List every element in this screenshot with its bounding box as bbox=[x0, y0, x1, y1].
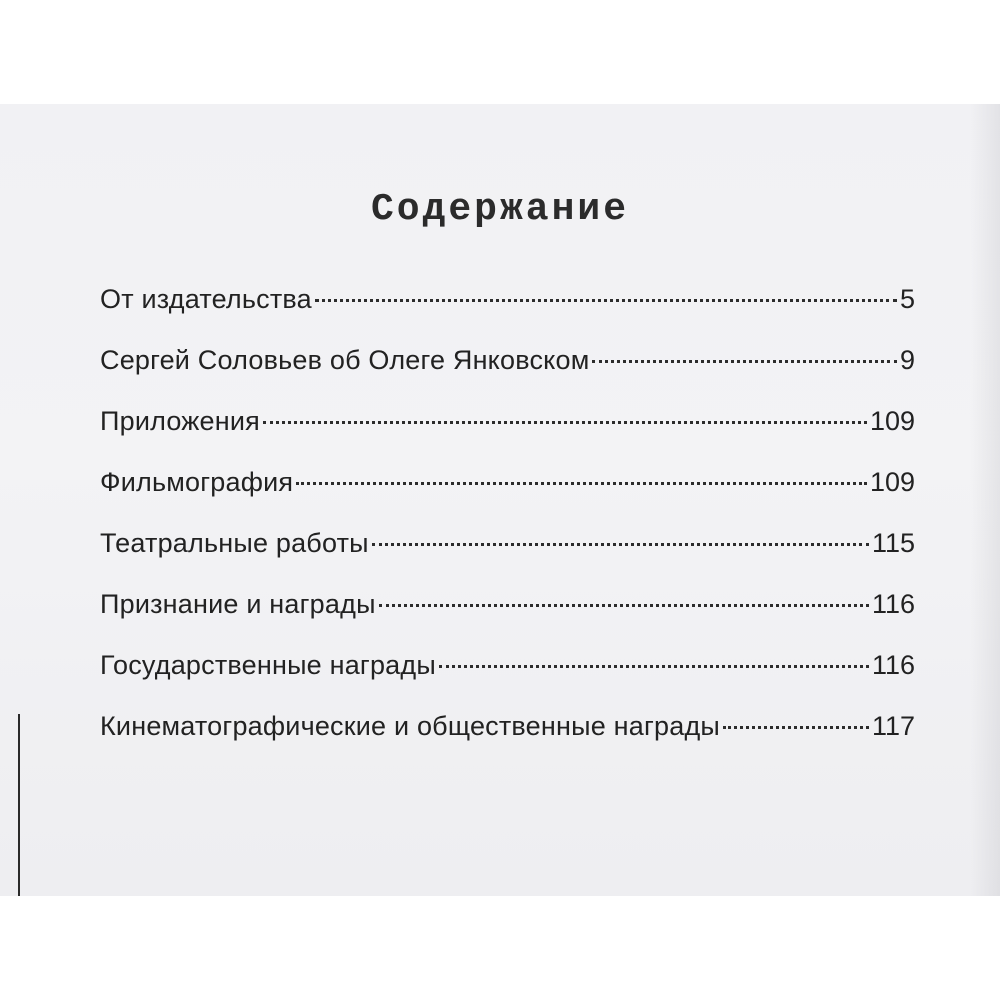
dot-leader bbox=[263, 421, 867, 424]
toc-entry-page: 115 bbox=[871, 528, 915, 558]
toc-entry-page: 109 bbox=[869, 467, 915, 497]
toc-entry-title: Театральные работы bbox=[100, 528, 369, 558]
toc-entry-page: 116 bbox=[871, 650, 915, 680]
book-page bbox=[0, 104, 1000, 896]
toc-entry bbox=[100, 284, 915, 345]
toc-entry-title: Кинематографические и общественные награды bbox=[100, 711, 720, 741]
table-of-contents bbox=[100, 284, 915, 772]
toc-entry bbox=[100, 406, 915, 467]
dot-leader bbox=[296, 482, 867, 485]
dot-leader bbox=[379, 604, 869, 607]
toc-entry-title: Фильмография bbox=[100, 467, 294, 497]
toc-entry-page: 117 bbox=[871, 711, 915, 741]
toc-entry-title: Сергей Соловьев об Олеге Янковском bbox=[100, 345, 590, 375]
toc-entry bbox=[100, 345, 915, 406]
dot-leader bbox=[592, 360, 897, 363]
toc-entry-title: Приложения bbox=[100, 406, 260, 436]
toc-entry bbox=[100, 711, 915, 772]
toc-entry-page: 5 bbox=[899, 284, 915, 314]
toc-entry-title: Признание и награды bbox=[100, 589, 376, 619]
toc-entry-title: Государственные награды bbox=[100, 650, 436, 680]
dot-leader bbox=[315, 299, 897, 302]
toc-entry-page: 109 bbox=[869, 406, 915, 436]
toc-entry bbox=[100, 528, 915, 589]
toc-entry bbox=[100, 467, 915, 528]
toc-entry bbox=[100, 589, 915, 650]
toc-entry bbox=[100, 650, 915, 711]
toc-entry-page: 9 bbox=[899, 345, 915, 375]
toc-entry-page: 116 bbox=[871, 589, 915, 619]
page-title: Содержание bbox=[370, 188, 630, 231]
dot-leader bbox=[372, 543, 869, 546]
dot-leader bbox=[723, 726, 869, 729]
dot-leader bbox=[439, 665, 869, 668]
page-edge-line bbox=[18, 714, 20, 896]
toc-entry-title: От издательства bbox=[100, 284, 312, 314]
